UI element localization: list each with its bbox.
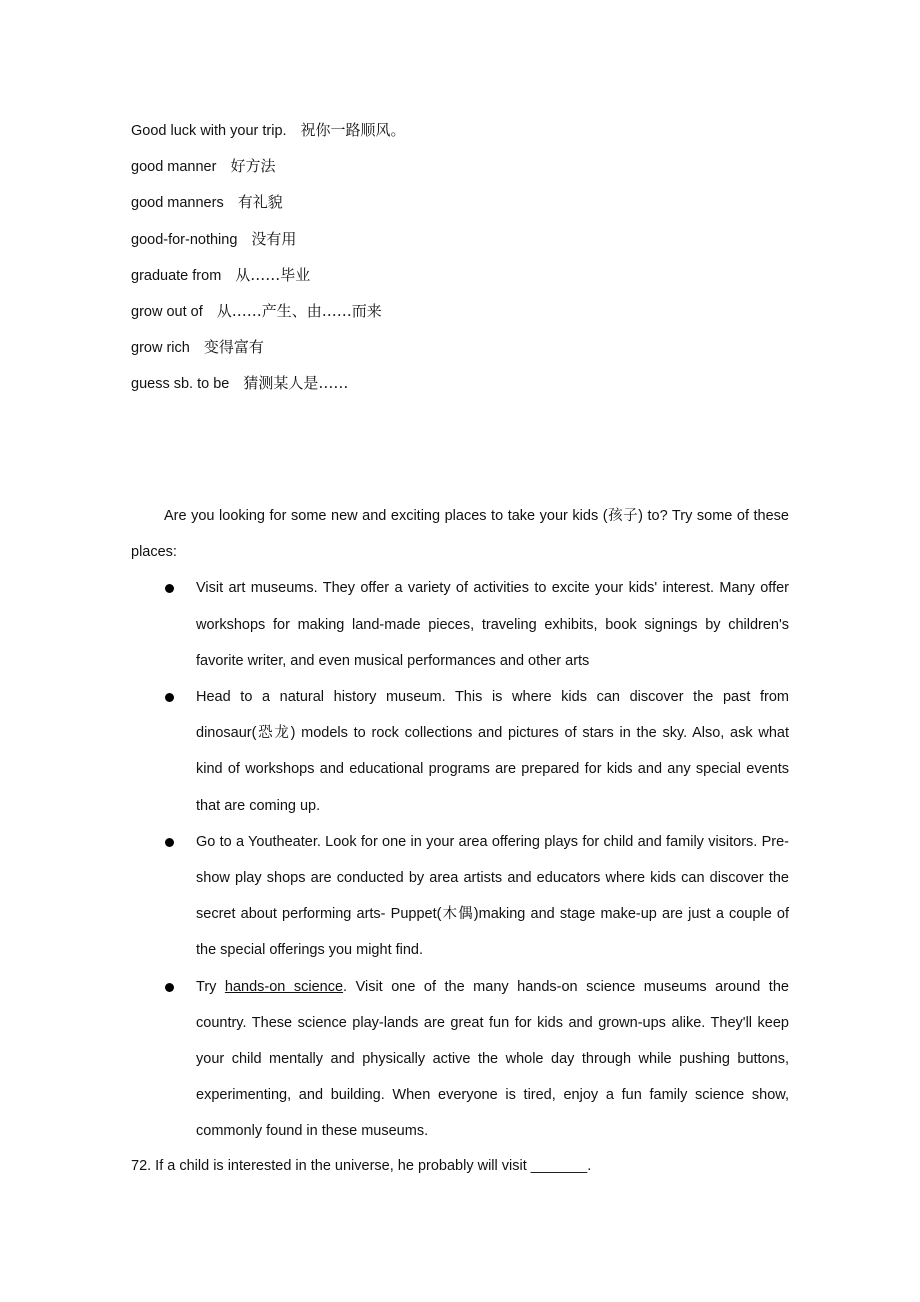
vocab-term: good manner — [131, 159, 217, 176]
vocab-entry — [131, 148, 791, 184]
vocab-translation: 猜测某人是…… — [243, 374, 349, 393]
vocab-term: graduate from — [131, 267, 222, 284]
vocab-translation: 祝你一路顺风。 — [300, 121, 406, 139]
bullet-icon — [165, 584, 174, 593]
vocab-term: Good luck with your trip. — [131, 123, 287, 139]
vocab-translation: 变得富有 — [203, 338, 264, 357]
vocab-entry — [131, 293, 791, 329]
vocab-translation: 从……毕业 — [235, 265, 311, 284]
bullet-item — [131, 679, 789, 824]
bullet-item — [131, 570, 789, 679]
vocab-term: good-for-nothing — [131, 231, 238, 248]
bullet-item — [131, 969, 789, 1150]
question-72: 72. If a child is interested in the universe, he probably will visit _______. — [131, 1158, 592, 1174]
bullet-text: . Visit one of the many hands-on science museums around the country. These science play-lands are great fun for kids and grown-ups alike. They'll keep your child mentally and physically active the whole day through while pushing buttons, experimenting, and building. When everyone is tired, enjoy a fun family science show, commonly found in these museums. — [196, 978, 789, 1140]
vocab-entry — [131, 184, 791, 220]
vocab-term: good manners — [131, 195, 224, 212]
passage-intro: Are you looking for some new and exciting places to take your kids (孩子) to? Try some of these places: — [131, 508, 789, 561]
vocab-entry — [131, 221, 791, 257]
vocab-entry — [131, 112, 791, 148]
bullet-list — [131, 570, 789, 1149]
bullet-icon — [165, 693, 174, 702]
vocab-translation: 有礼貌 — [237, 193, 283, 212]
reading-passage — [131, 498, 789, 1150]
bullet-text: Go to a Youtheater. Look for one in your area offering plays for child and family visitors. Pre-show play shops are conducted by area artists and educators where kids can discover the secret about performing arts- Puppet(木偶)making and stage make-up are just a couple of the special offerings you might find. — [196, 833, 789, 959]
vocab-translation: 没有用 — [251, 229, 297, 248]
vocab-translation: 好方法 — [230, 157, 276, 176]
vocabulary-list — [131, 112, 791, 402]
bullet-text: Visit art museums. They offer a variety of activities to excite your kids' interest. Many offer workshops for making land-made pieces, traveling exhibits, book signings by children's favorite writer, and even musical performances and other arts — [196, 580, 789, 669]
bullet-text: Head to a natural history museum. This is where kids can discover the past from dinosaur(恐龙) models to rock collections and pictures of stars in the sky. Also, ask what kind of workshops and educational programs are prepared for kids and any special events that are coming up. — [196, 689, 789, 814]
bullet-item — [131, 824, 789, 969]
vocab-term: grow rich — [131, 340, 190, 357]
bullet-icon — [165, 983, 174, 992]
bullet-prefix: Try — [196, 978, 225, 995]
underlined-phrase: hands-on science — [224, 978, 344, 995]
vocab-entry — [131, 365, 791, 401]
vocab-term: guess sb. to be — [131, 376, 230, 393]
vocab-entry — [131, 257, 791, 293]
vocab-term: grow out of — [131, 303, 203, 320]
vocab-translation: 从……产生、由……而来 — [216, 301, 382, 320]
bullet-icon — [165, 838, 174, 847]
vocab-entry — [131, 329, 791, 365]
